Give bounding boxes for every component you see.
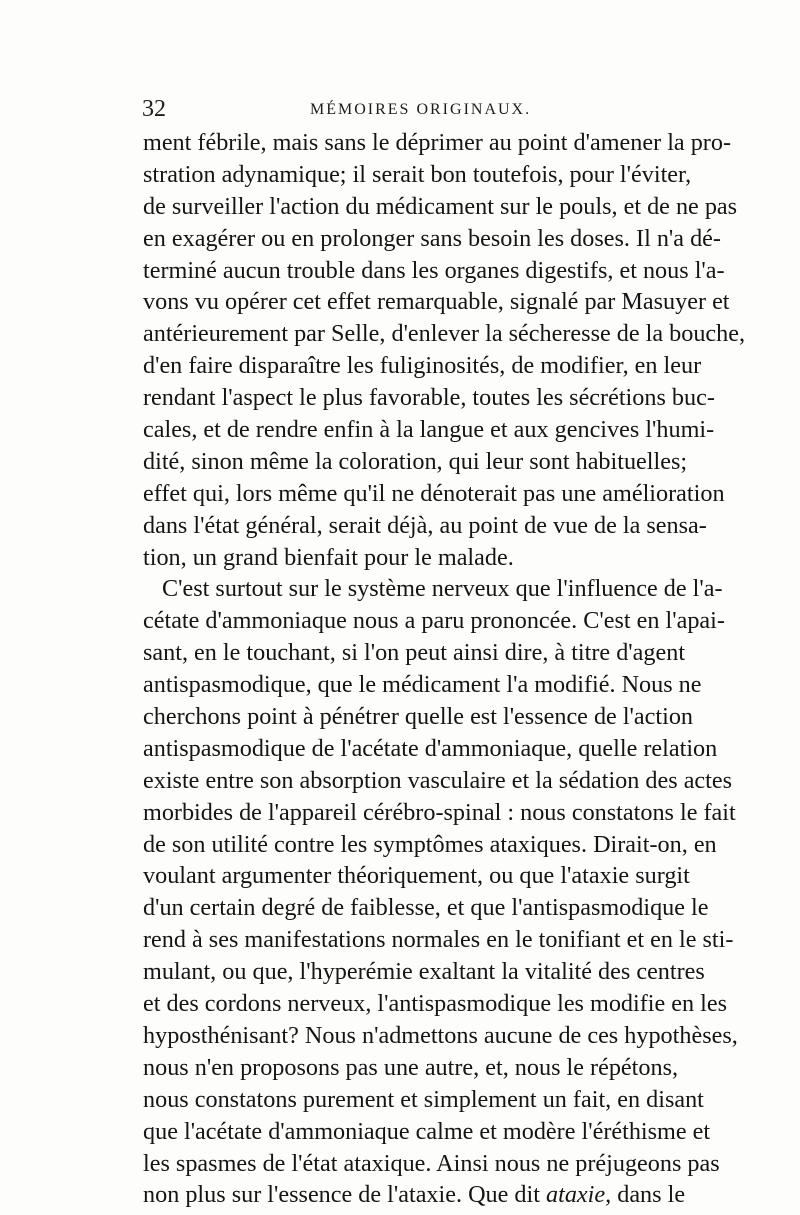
page-number: 32 — [142, 96, 166, 122]
text-line: d'un certain degré de faiblesse, et que l'antispasmodique le — [143, 894, 709, 922]
text-line: d'en faire disparaître les fuliginosités, de modifier, en leur — [143, 352, 702, 380]
text-line: antispasmodique, que le médicament l'a modifié. Nous ne — [143, 671, 702, 699]
text-line: vons vu opérer cet effet remarquable, signalé par Masuyer et — [143, 288, 730, 316]
text-line: antispasmodique de l'acétate d'ammoniaque, quelle relation — [143, 734, 718, 762]
text-line: sant, en le touchant, si l'on peut ainsi dire, à titre d'agent — [143, 639, 686, 667]
final-line-end: dans le — [611, 1181, 686, 1209]
text-line: de son utilité contre les symptômes ataxiques. Dirait-on, en — [143, 830, 717, 858]
text-line: ment fébrile, mais sans le déprimer au point d'amener la pro- — [143, 129, 732, 156]
text-line: rendant l'aspect le plus favorable, toutes les sécrétions buc- — [143, 384, 715, 412]
text-line: hyposthénisant? Nous n'admettons aucune de ces hypothèses, — [143, 1021, 738, 1049]
text-line: dans l'état général, serait déjà, au point de vue de la sensa- — [143, 511, 707, 539]
italic-ataxie: ataxie, — [546, 1181, 612, 1209]
running-title: MÉMOIRES ORIGINAUX. — [310, 101, 532, 118]
text-line: cherchons point à pénétrer quelle est l'essence de l'action — [143, 703, 694, 731]
text-line: morbides de l'appareil cérébro-spinal : nous constatons le fait — [143, 798, 736, 826]
running-head — [138, 96, 668, 126]
text-line: effet qui, lors même qu'il ne dénoterait pas une amélioration — [143, 479, 725, 507]
text-line: stration adynamique; il serait bon toutefois, pour l'éviter, — [143, 160, 692, 188]
text-line: cales, et de rendre enfin à la langue et aux gencives l'humi- — [143, 416, 715, 444]
paragraph-end-line: tion, un grand bienfait pour le malade. — [143, 543, 514, 571]
text-line: cétate d'ammoniaque nous a paru prononcée. C'est en l'apai- — [143, 607, 725, 635]
final-line-start: non plus sur l'essence de l'ataxie. Que dit — [143, 1181, 547, 1209]
text-line: voulant argumenter théoriquement, ou que l'ataxie surgit — [143, 862, 690, 890]
paragraph-start-line: C'est surtout sur le système nerveux que l'influence de l'a- — [162, 575, 723, 603]
text-line: antérieurement par Selle, d'enlever la sécheresse de la bouche, — [143, 320, 746, 348]
text-line: mulant, ou que, l'hyperémie exaltant la vitalité des centres — [143, 958, 705, 986]
text-line: terminé aucun trouble dans les organes digestifs, et nous l'a- — [143, 256, 725, 284]
text-line: et des cordons nerveux, l'antispasmodique les modifie en les — [143, 990, 728, 1018]
text-line: en exagérer ou en prolonger sans besoin les doses. Il n'a dé- — [143, 224, 721, 252]
text-line: nous constatons purement et simplement un fait, en disant — [143, 1085, 704, 1113]
text-line: les spasmes de l'état ataxique. Ainsi nous ne préjugeons pas — [143, 1149, 720, 1177]
text-line: dité, sinon même la coloration, qui leur sont habituelles; — [143, 447, 688, 475]
text-line: rend à ses manifestations normales en le tonifiant et en le sti- — [143, 926, 734, 954]
text-line: existe entre son absorption vasculaire et la sédation des actes — [143, 766, 733, 794]
text-line: que l'acétate d'ammoniaque calme et modère l'éréthisme et — [143, 1117, 711, 1145]
body-text — [143, 127, 746, 1211]
final-text-line — [143, 1179, 686, 1211]
text-line: de surveiller l'action du médicament sur le pouls, et de ne pas — [143, 192, 738, 220]
text-line: nous n'en proposons pas une autre, et, nous le répétons, — [143, 1053, 679, 1081]
